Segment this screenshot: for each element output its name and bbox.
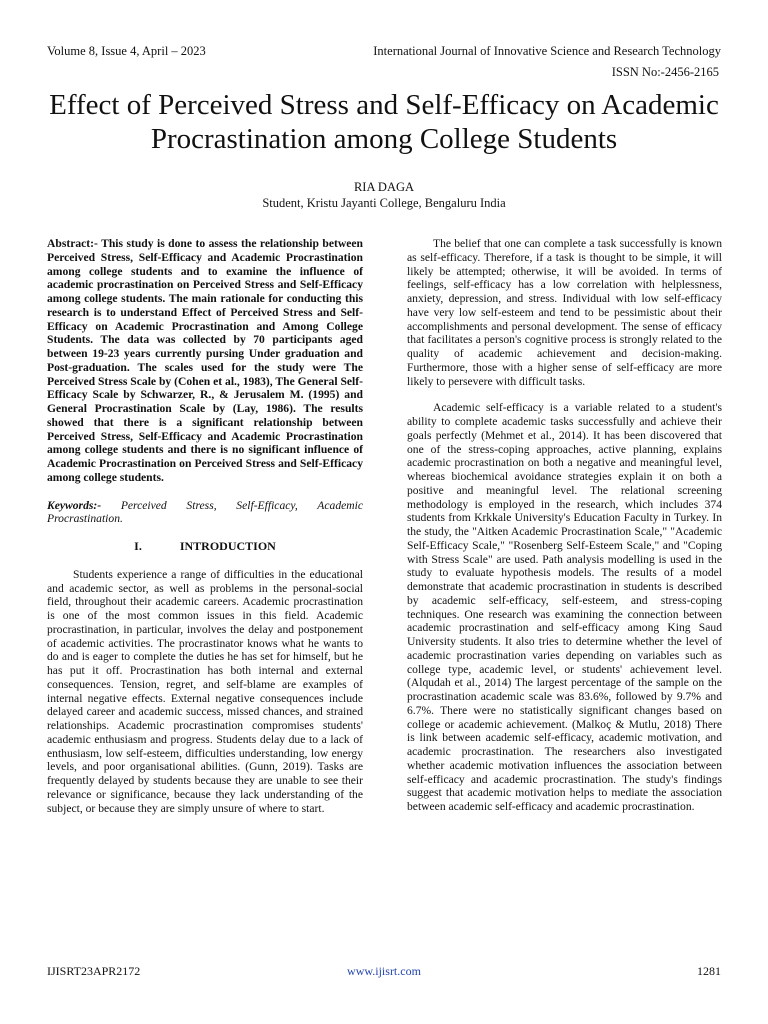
keywords [47, 499, 363, 527]
section-number: I. [134, 539, 142, 553]
paper-title: Effect of Perceived Stress and Self-Efficacy on Academic Procrastination among College Students [49, 89, 719, 155]
keywords-label: Keywords:- [47, 498, 102, 512]
section-heading [47, 540, 363, 554]
self-efficacy-paragraph: The belief that one can complete a task successfully is known as self-efficacy. Therefore, if a task is thought to be simple, it will likely be attempted; otherwise, it will be avoided. In terms of feelings, self-efficacy has a low correlation with helplessness, anxiety, depression, and stress. Individual with low self-efficacy have very low self-esteem and tend to be pessimistic about their accomplishments and personal development. The sense of efficacy that facilitates a person's cognitive process is strongly related to the quality of academic achievement and decision-making. Furthermore, those with a higher sense of self-efficacy are more likely to persevere with difficult tasks. [407, 237, 722, 388]
journal-website-link[interactable]: www.ijisrt.com [347, 964, 421, 978]
volume-issue: Volume 8, Issue 4, April – 2023 [47, 44, 206, 58]
intro-paragraph: Students experience a range of difficulties in the educational and academic sector, as well as problems in the personal-social field, throughout their academic careers. Academic procrastination is one of the most common issues in this field. Academic procrastination, in particular, involves the delay and postponement of academic activities. The procrastinator knows what he wants to do and is eager to complete the duties he has set for himself, but he has put it off. Procrastination has both internal and external consequences. Tension, regret, and self-blame are examples of internal negative effects. External negative consequences include delayed career and academic success, missed chances, and strained relationships. Academic procrastination compromises students' academic enthusiasm and progress. Students delay due to a lack of enthusiasm, low self-esteem, difficulties understanding, low energy levels, and poor organisational abilities. (Gunn, 2019). Tasks are frequently delayed by students because they are unable to see their relevance or significance, because they lack understanding of the subject, or because they are simply unsure of where to start. [47, 567, 363, 815]
page-number: 1281 [697, 964, 721, 978]
abstract: Abstract:- This study is done to assess the relationship between Perceived Stress, Self-Efficacy and Academic Procrastination among college students and to examine the influence of academic procrastination on Perceived Stress and Self-Efficacy among college students. The main rationale for conducting this research is to understand Effect of Perceived Stress and Self-Efficacy on Academic Procrastination and Among College Students. The data was collected by 70 participants aged between 19-23 years currently pursing Under graduation and Post-graduation. The scales used for the study were The Perceived Stress Scale by (Cohen et al., 1983), The General Self-Efficacy Scale by Schwarzer, R., & Jerusalem M. (1995) and General Procrastination Scale by (Lay, 1986). The results showed that there is a significant relationship between Perceived Stress, Self-Efficacy and Academic Procrastination among college students and there is no significant influence of Academic Procrastination on Perceived Stress and Self-Efficacy among college students. [47, 237, 363, 484]
keywords-text: Perceived Stress, Self-Efficacy, Academic Procrastination. [47, 498, 363, 526]
right-column [407, 237, 722, 814]
journal-name: International Journal of Innovative Science and Research Technology [373, 44, 721, 58]
author-name: RIA DAGA [353, 180, 415, 194]
left-column [47, 237, 363, 815]
academic-self-efficacy-paragraph: Academic self-efficacy is a variable related to a student's ability to complete academic tasks successfully and achieve their goals perfectly (Mehmet et al., 2014). It has been discovered that one of the stress-coping approaches, active planning, explains academic procrastination on both a negative and meaningful level, whereas biochemical avoidance strategies explain it on both a positive and meaningful level. The relational screening methodology is employed in the research, which includes 374 students from Krkkale University's Education Faculty in Turkey. In the study, the "Aitken Academic Procrastination Scale," "Academic Self-Efficacy Scale," "Rosenberg Self-Esteem Scale," and "Coping with Stress Scale" are used. Path analysis modelling is used in the study to evaluate hypothesis models. The results of a model demonstrate that academic procrastination in students is described by academic self-efficacy, self-esteem, and stress-coping techniques. One research was examining the connection between academic procrastination and self-efficacy among King Saud University students. It also tries to determine whether the level of academic procrastination varies depending on variables such as college type, academic level, or students' achievement level. (Alqudah et al., 2014) The largest percentage of the sample on the procrastination academic scale was 83.6%, followed by 9.7% and 6.7%. There were no statistically significant changes based on college or academic achievement. (Malkoç & Mutlu, 2018) There is link between academic self-efficacy, academic motivation, and academic procrastination. The researchers also investigated whether academic motivation influences the association between self-efficacy and academic procrastination. The study's findings suggest that academic motivation helps to mediate the association between academic self-efficacy and academic procrastination. [407, 401, 722, 813]
author-affiliation: Student, Kristu Jayanti College, Bengaluru India [262, 196, 506, 210]
paper-id: IJISRT23APR2172 [47, 964, 141, 978]
issn: ISSN No:-2456-2165 [611, 65, 719, 79]
section-title: INTRODUCTION [179, 539, 276, 553]
